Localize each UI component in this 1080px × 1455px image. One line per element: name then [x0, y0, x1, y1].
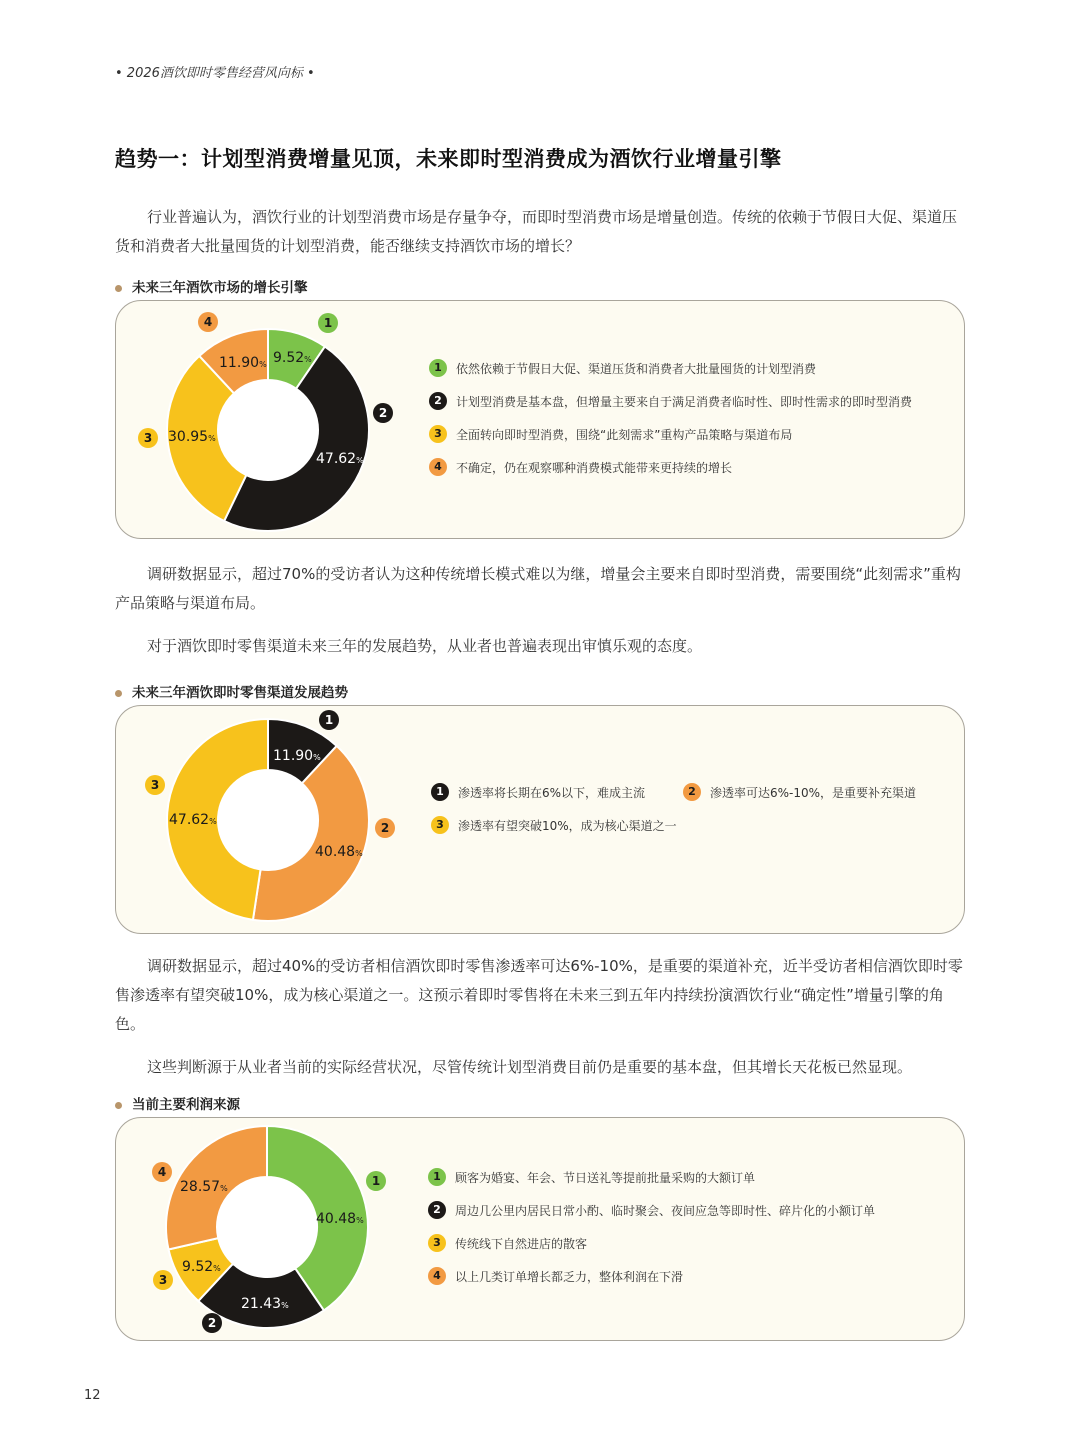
slice-unit: %: [208, 434, 216, 443]
legend-number: 1: [431, 783, 449, 801]
slice-number-badge: 4: [152, 1162, 172, 1182]
legend-text: 渗透率可达6%-10%，是重要补充渠道: [710, 785, 917, 800]
slice-value: 40.48: [315, 844, 356, 860]
slice-number-badge: 3: [153, 1270, 173, 1290]
paragraph-survey-2: 调研数据显示，超过40%的受访者相信酒饮即时零售渗透率可达6%-10%，是重要的渠道补充，近半受访者相信酒饮即时零售渗透率有望突破10%，成为核心渠道之一。这预示着即时零售将在未来三到五年内持续扮演酒饮行业“确定性”增量引擎的角色。: [115, 957, 963, 1033]
legend-text: 依然依赖于节假日大促、渠道压货和消费者大批量囤货的计划型消费: [456, 361, 817, 376]
slice-value: 21.43: [241, 1296, 282, 1312]
legend-item-1: [428, 1168, 755, 1186]
legend-number: 1: [429, 359, 447, 377]
legend-item-1: [429, 359, 816, 377]
slice-value-label: [273, 748, 321, 764]
legend-number: 4: [429, 458, 447, 476]
running-header: • 2026酒饮即时零售经营风向标 •: [115, 66, 315, 81]
legend-item-2: [429, 392, 912, 410]
chart2-title: 未来三年酒饮即时零售渠道发展趋势: [115, 681, 348, 701]
page-number: 12: [84, 1388, 101, 1403]
slice-unit: %: [259, 360, 267, 369]
slice-value-label: [316, 1211, 364, 1227]
legend-item-2: [428, 1201, 875, 1219]
legend-text: 周边几公里内居民日常小酌、临时聚会、夜间应急等即时性、碎片化的小额订单: [455, 1203, 876, 1218]
legend-number: 3: [428, 1234, 446, 1252]
legend-text: 渗透率有望突破10%，成为核心渠道之一: [458, 818, 677, 833]
legend-text: 顾客为婚宴、年会、节日送礼等提前批量采购的大额订单: [455, 1170, 756, 1185]
legend-text: 以上几类订单增长都乏力，整体利润在下滑: [455, 1269, 684, 1284]
bullet-dot: [115, 285, 122, 292]
slice-number-badge: 1: [319, 710, 339, 730]
slice-value-label: [180, 1179, 228, 1195]
slice-value: 28.57: [180, 1179, 221, 1195]
legend-text: 传统线下自然进店的散客: [455, 1236, 588, 1251]
legend-item-2: [683, 783, 916, 801]
chart3-panel: [115, 1117, 965, 1341]
bullet-dot: [115, 1102, 122, 1109]
slice-value: 11.90: [219, 355, 260, 371]
slice-value: 47.62: [169, 812, 210, 828]
legend-text: 不确定，仍在观察哪种消费模式能带来更持续的增长: [456, 460, 733, 475]
legend-item-3: [428, 1234, 587, 1252]
donut-hole: [217, 1177, 317, 1277]
chart1-title: 未来三年酒饮市场的增长引擎: [115, 276, 308, 296]
legend-number: 3: [431, 816, 449, 834]
slice-value-label: [241, 1296, 289, 1312]
donut-hole: [218, 770, 318, 870]
slice-value: 9.52: [273, 350, 305, 366]
slice-number-badge: 2: [375, 818, 395, 838]
paragraph-judgement: 这些判断源于从业者当前的实际经营状况，尽管传统计划型消费目前仍是重要的基本盘，但其增长天花板已然显现。: [147, 1058, 913, 1076]
chart2-panel: [115, 705, 965, 934]
slice-unit: %: [209, 817, 217, 826]
legend-number: 4: [428, 1267, 446, 1285]
slice-number-badge: 2: [373, 403, 393, 423]
slice-value-label: [182, 1259, 221, 1275]
legend-text: 渗透率将长期在6%以下，难成主流: [458, 785, 646, 800]
chart1-donut: [116, 301, 964, 538]
legend-number: 3: [429, 425, 447, 443]
paragraph-intro: 行业普遍认为，酒饮行业的计划型消费市场是存量争夺，而即时型消费市场是增量创造。传统的依赖于节假日大促、渠道压货和消费者大批量囤货的计划型消费，能否继续支持酒饮市场的增长？: [115, 208, 958, 255]
slice-value-label: [169, 812, 217, 828]
paragraph-outlook: 对于酒饮即时零售渠道未来三年的发展趋势，从业者也普遍表现出审慎乐观的态度。: [147, 637, 703, 655]
slice-number-badge: 3: [138, 428, 158, 448]
legend-item-3: [431, 816, 677, 834]
legend-text: 全面转向即时型消费，围绕“此刻需求”重构产品策略与渠道布局: [456, 427, 793, 442]
slice-value: 40.48: [316, 1211, 357, 1227]
donut-hole: [218, 380, 318, 480]
chart3-title: 当前主要利润来源: [115, 1093, 240, 1113]
slice-value: 11.90: [273, 748, 314, 764]
slice-unit: %: [355, 849, 363, 858]
legend-number: 2: [428, 1201, 446, 1219]
slice-value: 9.52: [182, 1259, 214, 1275]
slice-value-label: [168, 429, 216, 445]
slice-unit: %: [356, 1216, 364, 1225]
slice-number-badge: 3: [145, 775, 165, 795]
slice-number-badge: 2: [202, 1313, 222, 1333]
slice-number-badge: 1: [366, 1171, 386, 1191]
legend-number: 1: [428, 1168, 446, 1186]
slice-value-label: [219, 355, 267, 371]
legend-text: 计划型消费是基本盘，但增量主要来自于满足消费者临时性、即时性需求的即时型消费: [456, 394, 913, 409]
slice-unit: %: [213, 1264, 221, 1273]
legend-number: 2: [683, 783, 701, 801]
slice-unit: %: [220, 1184, 228, 1193]
legend-item-3: [429, 425, 792, 443]
paragraph-survey-1: 调研数据显示，超过70%的受访者认为这种传统增长模式难以为继，增量会主要来自即时型消费，需要围绕“此刻需求”重构产品策略与渠道布局。: [115, 565, 961, 612]
slice-number-badge: 1: [318, 313, 338, 333]
slice-number-badge: 4: [198, 312, 218, 332]
slice-value-label: [273, 350, 312, 366]
slice-value: 30.95: [168, 429, 209, 445]
slice-value-label: [316, 451, 364, 467]
slice-unit: %: [313, 753, 321, 762]
slice-unit: %: [281, 1301, 289, 1310]
slice-value: 47.62: [316, 451, 357, 467]
legend-item-1: [431, 783, 645, 801]
bullet-dot: [115, 690, 122, 697]
legend-item-4: [429, 458, 732, 476]
legend-item-4: [428, 1267, 683, 1285]
slice-unit: %: [356, 456, 364, 465]
slice-unit: %: [304, 355, 312, 364]
legend-number: 2: [429, 392, 447, 410]
section-title: 趋势一：计划型消费增量见顶，未来即时型消费成为酒饮行业增量引擎: [115, 146, 782, 171]
chart1-panel: [115, 300, 965, 539]
slice-value-label: [315, 844, 363, 860]
